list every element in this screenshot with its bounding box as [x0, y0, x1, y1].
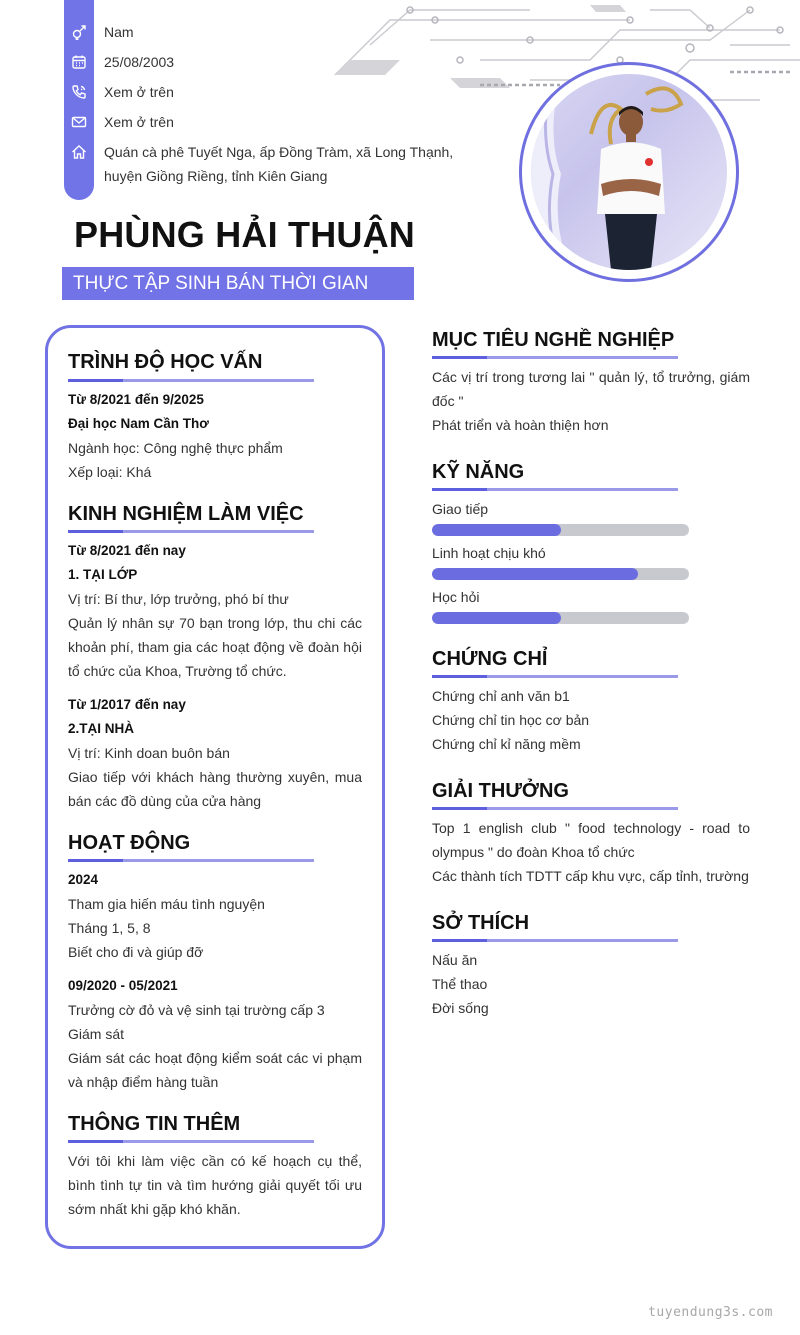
skill-bar-fill: [432, 612, 561, 624]
certificate-item: Chứng chỉ kỉ năng mềm: [432, 736, 581, 752]
skill-bar-fill: [432, 568, 638, 580]
activity-period: 2024: [68, 872, 99, 887]
education-title: TRÌNH ĐỘ HỌC VẤN: [68, 351, 263, 373]
extra-info-text: Với tôi khi làm việc cần có kế hoạch cụ thể, bình tình tự tin và tìm hướng giải quyết tối ưu sớm nhất khi gặp khó khăn.: [68, 1153, 362, 1217]
skills-underline: [432, 488, 678, 491]
objective-underline: [432, 356, 678, 359]
hobby-item: Nấu ăn: [432, 952, 478, 968]
activity-line: Tháng 1, 5, 8: [68, 920, 151, 936]
activity-line: Giám sát: [68, 1026, 125, 1042]
phone-icon: [70, 83, 88, 101]
objective-line: Các vị trí trong tương lai " quản lý, tổ trưởng, giám đốc ": [432, 369, 750, 409]
watermark: tuyendung3s.com: [648, 1305, 773, 1320]
certificates-underline: [432, 675, 678, 678]
address-line2: huyện Giồng Riềng, tỉnh Kiên Giang: [104, 168, 328, 184]
objective-line: Phát triển và hoàn thiện hơn: [432, 417, 609, 433]
awards-underline: [432, 807, 678, 810]
skill-name: Học hỏi: [432, 589, 480, 605]
extra-info-title: THÔNG TIN THÊM: [68, 1113, 241, 1135]
gender-icon: [70, 23, 88, 41]
activity-line: Biết cho đi và giúp đỡ: [68, 944, 204, 960]
hobbies-title: SỞ THÍCH: [432, 912, 530, 934]
certificate-item: Chứng chỉ anh văn b1: [432, 688, 570, 704]
experience-place: 1. TẠI LỚP: [68, 567, 138, 582]
experience-role: Vị trí: Kinh doan buôn bán: [68, 745, 230, 761]
skill-bar: [432, 524, 689, 536]
extra-info-underline: [68, 1140, 314, 1143]
award-line: Top 1 english club " food technology - road to olympus " do đoàn Khoa tổ chức: [432, 820, 750, 860]
activities-underline: [68, 859, 314, 862]
experience-role: Vị trí: Bí thư, lớp trưởng, phó bí thư: [68, 591, 289, 607]
awards-title: GIẢI THƯỞNG: [432, 780, 569, 802]
experience-underline: [68, 530, 314, 533]
calendar-icon: [70, 53, 88, 71]
phone-text: Xem ở trên: [104, 84, 174, 100]
experience-description: Quản lý nhân sự 70 bạn trong lớp, thu chi các khoản phí, tham gia các hoạt động về đoàn hội tổ chức của Khoa, Trường tổ chức.: [68, 615, 362, 679]
skill-name: Giao tiếp: [432, 501, 489, 517]
activity-line: Giám sát các hoạt động kiểm soát các vi phạm và nhập điểm hàng tuần: [68, 1050, 362, 1090]
skill-bar: [432, 612, 689, 624]
award-line: Các thành tích TDTT cấp khu vực, cấp tỉnh, trường: [432, 868, 749, 884]
gender-text: Nam: [104, 24, 134, 40]
home-icon: [70, 143, 88, 161]
certificates-title: CHỨNG CHỈ: [432, 648, 548, 670]
skills-title: KỸ NĂNG: [432, 461, 525, 483]
birthday-text: 25/08/2003: [104, 54, 175, 70]
certificate-item: Chứng chỉ tin học cơ bản: [432, 712, 590, 728]
activity-line: Tham gia hiến máu tình nguyện: [68, 896, 265, 912]
activities-title: HOẠT ĐỘNG: [68, 832, 191, 854]
activity-period: 09/2020 - 05/2021: [68, 978, 178, 993]
education-period: Từ 8/2021 đến 9/2025: [68, 392, 204, 407]
hobby-item: Đời sống: [432, 1000, 489, 1016]
experience-description: Giao tiếp với khách hàng thường xuyên, mua bán các đồ dùng của cửa hàng: [68, 769, 362, 809]
profile-photo-frame: [519, 62, 739, 282]
job-title: THỰC TẬP SINH BÁN THỜI GIAN: [62, 267, 414, 300]
hobbies-underline: [432, 939, 678, 942]
activity-line: Trưởng cờ đỏ và vệ sinh tại trường cấp 3: [68, 1002, 325, 1018]
profile-photo: [531, 74, 727, 270]
skill-bar: [432, 568, 689, 580]
skill-bar-fill: [432, 524, 561, 536]
address-line1: Quán cà phê Tuyết Nga, ấp Đồng Tràm, xã Long Thạnh,: [104, 144, 454, 160]
experience-title: KINH NGHIỆM LÀM VIỆC: [68, 503, 304, 525]
objective-title: MỤC TIÊU NGHỀ NGHIỆP: [432, 329, 675, 351]
experience-period: Từ 1/2017 đến nay: [68, 697, 186, 712]
education-underline: [68, 379, 314, 382]
hobby-item: Thể thao: [432, 976, 488, 992]
candidate-name: PHÙNG HẢI THUẬN: [74, 214, 415, 255]
email-icon: [70, 113, 88, 131]
education-school: Đại học Nam Cần Thơ: [68, 416, 209, 431]
education-grade: Xếp loại: Khá: [68, 464, 152, 480]
skill-name: Linh hoạt chịu khó: [432, 545, 546, 561]
experience-period: Từ 8/2021 đến nay: [68, 543, 186, 558]
education-major: Ngành học: Công nghệ thực phẩm: [68, 440, 283, 456]
experience-place: 2.TẠI NHÀ: [68, 721, 135, 736]
email-text: Xem ở trên: [104, 114, 174, 130]
